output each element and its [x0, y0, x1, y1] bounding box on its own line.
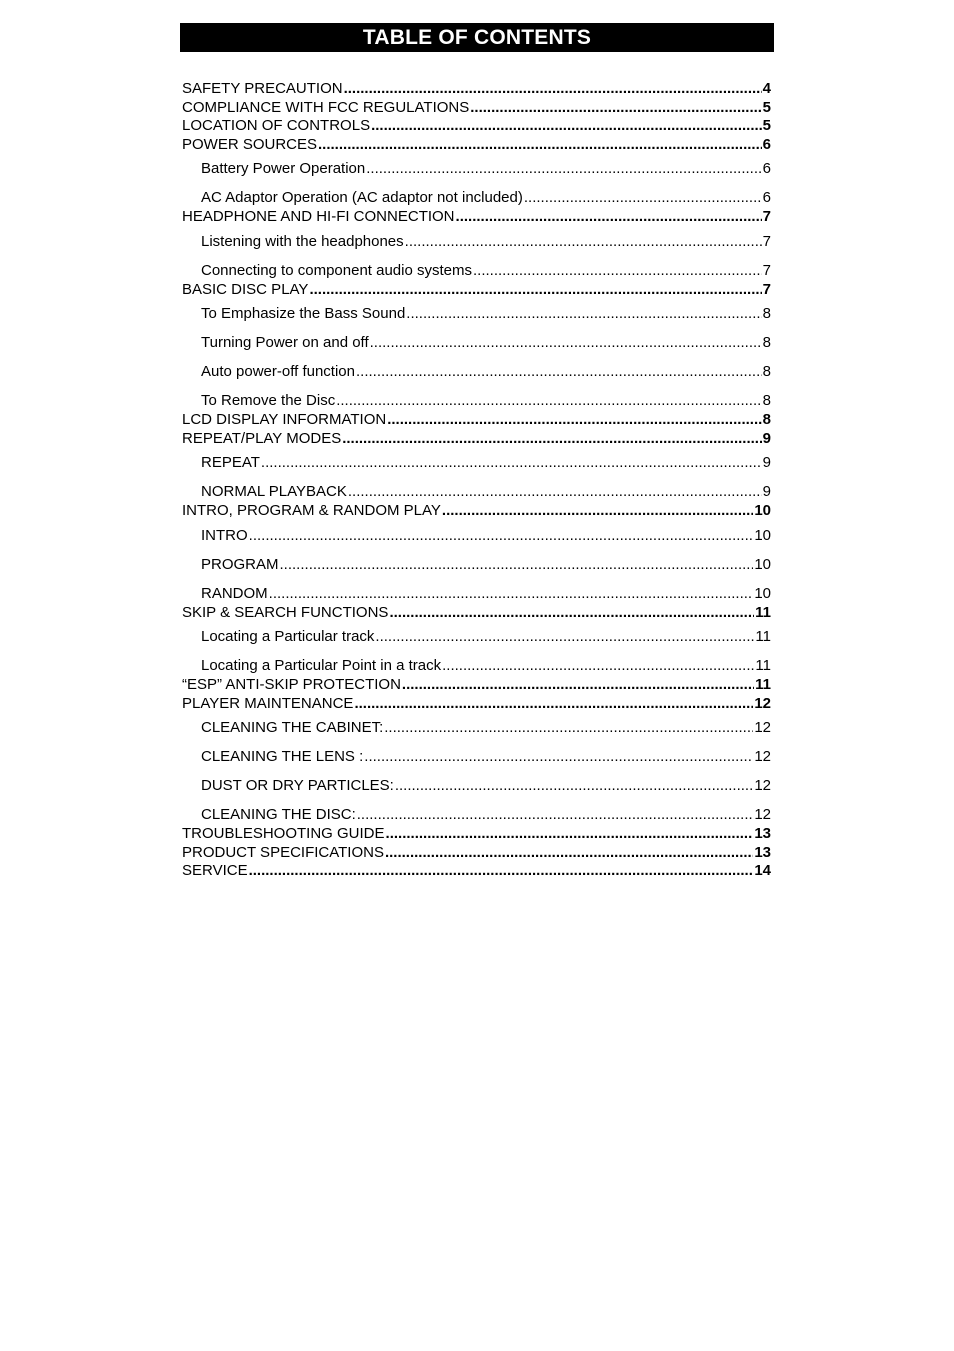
toc-entry-page: 5: [762, 117, 771, 134]
toc-entry-label: Turning Power on and off: [201, 334, 369, 351]
dot-leader: [364, 746, 753, 767]
toc-entry: [182, 80, 771, 99]
dot-leader: [406, 303, 761, 324]
toc-entry-page: 7: [762, 261, 771, 279]
toc-entry-label: PRODUCT SPECIFICATIONS: [182, 843, 384, 861]
dot-leader: [342, 430, 761, 449]
toc-entry-label: SKIP & SEARCH FUNCTIONS: [182, 603, 389, 621]
toc-entry-label: SAFETY PRECAUTION: [182, 80, 343, 97]
dot-leader: [524, 187, 762, 208]
toc-entry-page: 14: [754, 862, 771, 879]
dot-leader: [389, 604, 754, 623]
dot-leader: [456, 208, 762, 227]
dot-leader: [269, 583, 754, 604]
dot-leader: [402, 676, 754, 695]
toc-entry: [182, 99, 771, 118]
toc-entry: [182, 353, 771, 382]
toc-entry-page: 12: [754, 748, 771, 765]
toc-entry-label: SERVICE: [182, 862, 248, 879]
dot-leader: [318, 136, 762, 155]
toc-entry: [182, 862, 771, 881]
toc-entry-page: 9: [762, 429, 771, 447]
toc-entry: [182, 136, 771, 155]
toc-entry: [182, 546, 771, 575]
toc-entry-label: LCD DISPLAY INFORMATION: [182, 411, 387, 428]
toc-entry-page: 8: [762, 334, 771, 351]
dot-leader: [371, 117, 762, 136]
toc-entry-page: 7: [762, 232, 771, 250]
toc-entry-label: Connecting to component audio systems: [201, 261, 472, 279]
toc-entry-label: Battery Power Operation: [201, 160, 366, 177]
toc-entry: [182, 208, 771, 227]
toc-entry: [182, 179, 771, 208]
toc-entry: [182, 324, 771, 353]
toc-entry-label: HEADPHONE AND HI-FI CONNECTION: [182, 208, 455, 225]
toc-entry-page: 8: [762, 392, 771, 409]
toc-entry-label: RANDOM: [201, 584, 268, 602]
toc-entry: [182, 825, 771, 844]
toc-entry: [182, 844, 771, 863]
toc-entry-label: Auto power-off function: [201, 363, 355, 380]
dot-leader: [405, 231, 762, 252]
toc-entry-label: PLAYER MAINTENANCE: [182, 694, 354, 712]
toc-entry-label: INTRO: [201, 526, 248, 544]
toc-entry-label: BASIC DISC PLAY: [182, 280, 309, 298]
dot-leader: [249, 525, 754, 546]
toc-entry-page: 11: [755, 628, 771, 645]
toc-entry-page: 12: [754, 719, 771, 736]
dot-leader: [356, 361, 762, 382]
toc-entry-page: 9: [762, 483, 771, 500]
toc-entry-label: AC Adaptor Operation (AC adaptor not included): [201, 189, 523, 206]
dot-leader: [348, 481, 762, 502]
toc-entry-label: POWER SOURCES: [182, 135, 318, 153]
toc-entry: [182, 767, 771, 796]
toc-entry: [182, 473, 771, 502]
toc-entry: [182, 713, 771, 738]
toc-entry: [182, 448, 771, 473]
dot-leader: [249, 862, 754, 881]
toc-entry-label: DUST OR DRY PARTICLES:: [201, 777, 394, 794]
toc-entry-label: Locating a Particular track: [201, 628, 375, 645]
toc-entry-page: 5: [762, 98, 771, 116]
dot-leader: [386, 825, 754, 844]
toc-entry: [182, 738, 771, 767]
toc-entry: [182, 622, 771, 647]
toc-entry-page: 6: [762, 189, 771, 206]
toc-entry-label: REPEAT/PLAY MODES: [182, 429, 342, 447]
toc-entry: [182, 796, 771, 825]
dot-leader: [442, 502, 753, 521]
toc-entry: [182, 430, 771, 449]
toc-entry-label: “ESP” ANTI-SKIP PROTECTION: [182, 676, 401, 693]
toc-entry-page: 12: [754, 806, 771, 823]
toc-entry-label: To Remove the Disc: [201, 392, 336, 409]
dot-leader: [395, 775, 753, 796]
toc-entry-page: 11: [755, 657, 771, 674]
toc-entry: [182, 676, 771, 695]
dot-leader: [385, 844, 753, 863]
toc-entry-page: 7: [762, 280, 771, 298]
toc-entry-label: CLEANING THE CABINET:: [201, 719, 384, 736]
toc-entry: [182, 521, 771, 546]
dot-leader: [309, 281, 761, 300]
toc-entry-label: INTRO, PROGRAM & RANDOM PLAY: [182, 502, 441, 519]
dot-leader: [473, 260, 762, 281]
dot-leader: [336, 390, 761, 411]
dot-leader: [366, 158, 761, 179]
toc-entry-page: 9: [762, 454, 771, 471]
toc-entry-page: 10: [754, 555, 771, 573]
toc-entry-label: PROGRAM: [201, 555, 279, 573]
toc-entry-page: 4: [762, 80, 771, 97]
toc-entry-label: COMPLIANCE WITH FCC REGULATIONS: [182, 98, 470, 116]
dot-leader: [344, 80, 762, 99]
toc-entry: [182, 154, 771, 179]
dot-leader: [370, 332, 762, 353]
toc-entry: [182, 647, 771, 676]
toc-entry: [182, 502, 771, 521]
dot-leader: [442, 655, 754, 676]
toc-entry-page: 8: [762, 305, 771, 322]
toc-entry-label: Listening with the headphones: [201, 232, 404, 250]
toc-entry: [182, 695, 771, 714]
toc-entry-page: 10: [754, 526, 771, 544]
toc-entry: [182, 299, 771, 324]
dot-leader: [354, 695, 753, 714]
toc-entry-label: CLEANING THE DISC:: [201, 806, 356, 823]
toc-entry: [182, 411, 771, 430]
toc-entry-page: 12: [754, 694, 771, 712]
toc-entry-page: 12: [754, 777, 771, 794]
toc-entry: [182, 117, 771, 136]
toc-entry-label: Locating a Particular Point in a track: [201, 657, 442, 674]
toc-entry-page: 7: [762, 208, 771, 225]
toc-entry-page: 6: [762, 135, 771, 153]
toc-entry-page: 6: [762, 160, 771, 177]
toc-entry-page: 8: [762, 411, 771, 428]
toc-entry: [182, 575, 771, 604]
dot-leader: [375, 626, 754, 647]
toc-entry: [182, 604, 771, 623]
toc-entry-label: NORMAL PLAYBACK: [201, 483, 347, 500]
toc-entry-label: LOCATION OF CONTROLS: [182, 117, 371, 134]
dot-leader: [384, 717, 753, 738]
dot-leader: [261, 452, 762, 473]
toc-entry-page: 8: [762, 363, 771, 380]
dot-leader: [357, 804, 754, 825]
toc-entry-page: 10: [754, 502, 771, 519]
toc-entry-label: REPEAT: [201, 454, 260, 471]
toc-entry: [182, 252, 771, 281]
page-title: TABLE OF CONTENTS: [180, 23, 774, 52]
toc-entry-page: 13: [754, 825, 771, 842]
toc-entry: [182, 382, 771, 411]
toc-entry: [182, 227, 771, 252]
toc-entry-page: 13: [754, 843, 771, 861]
toc-entry-page: 11: [755, 676, 771, 693]
dot-leader: [280, 554, 754, 575]
toc-entry-page: 10: [754, 584, 771, 602]
toc-entry-label: TROUBLESHOOTING GUIDE: [182, 825, 385, 842]
dot-leader: [387, 411, 761, 430]
toc-entry-page: 11: [755, 603, 771, 621]
table-of-contents: [182, 80, 771, 881]
toc-entry: [182, 281, 771, 300]
toc-entry-label: CLEANING THE LENS :: [201, 748, 364, 765]
dot-leader: [470, 99, 761, 118]
toc-entry-label: To Emphasize the Bass Sound: [201, 305, 406, 322]
